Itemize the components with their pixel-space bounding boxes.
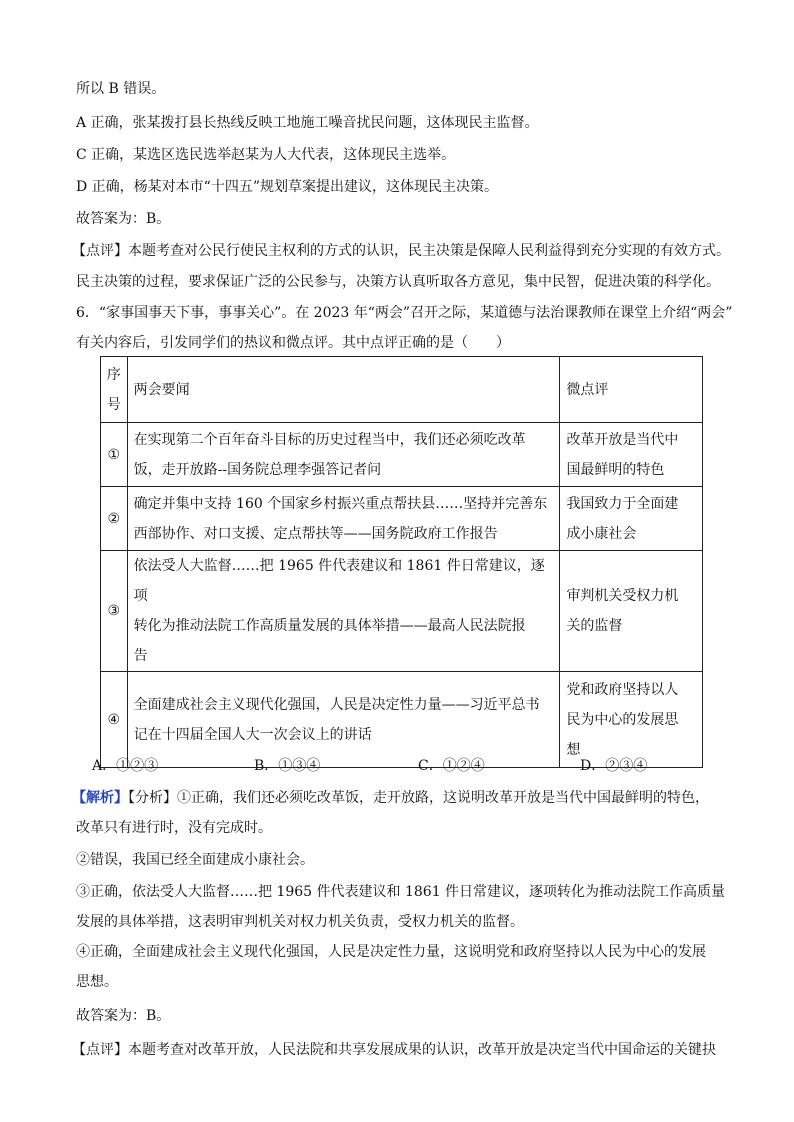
row-number: ② <box>101 487 128 551</box>
text-line: A 正确，张某拨打县长热线反映工地施工噪音扰民问题，这体现民主监督。 <box>76 115 539 131</box>
review-paragraph-line: 民主决策的过程，要求保证广泛的公民参与，决策方认真听取各方意见，集中民智，促进决策的科学化。 <box>76 274 720 290</box>
row-number: ① <box>101 423 128 487</box>
question-stem: 6．“家事国事天下事，事事关心”。在 2023 年“两会”召开之际，某道德与法治课教师在课堂上介绍“两会” <box>76 305 733 321</box>
answer-options <box>92 756 712 776</box>
review-text: 本题考查对改革开放，人民法院和共享发展成果的认识，改革开放是决定当代中国命运的关键抉 <box>128 1042 716 1058</box>
text-line: D 正确，杨某对本市“十四五”规划草案提出建议，这体现民主决策。 <box>76 179 498 195</box>
analysis-line <box>72 788 709 808</box>
option-c: C．①②④ <box>418 758 485 774</box>
row-news: 确定并集中支持 160 个国家乡村振兴重点帮扶县……坚持并完善东 西部协作、对口支援、定点帮扶等——国务院政府工作报告 <box>127 487 560 551</box>
table-row <box>101 672 703 768</box>
review-paragraph-line <box>72 241 730 261</box>
text-line: C 正确，某选区选民选举赵某为人大代表，这体现民主选举。 <box>76 147 456 163</box>
analysis-line: ③正确，依法受人大监督……把 1965 件代表建议和 1861 件日常建议，逐项转化为推动法院工作高质量 <box>76 884 726 900</box>
row-number: ④ <box>101 672 128 768</box>
analysis-text: ①正确，我们还必须吃改革饭，走开放路，这说明改革开放是当代中国最鲜明的特色， <box>177 790 709 806</box>
table-row <box>101 487 703 551</box>
table-header-row <box>101 357 703 423</box>
review-text: 本题考查对公民行使民主权利的方式的认识，民主决策是保障人民利益得到充分实现的有效方式。 <box>128 243 730 259</box>
option-d: D．②③④ <box>580 758 648 774</box>
analysis-line: ②错误，我国已经全面建成小康社会。 <box>76 852 314 868</box>
analysis-line: ④正确，全面建成社会主义现代化强国，人民是决定性力量，这说明党和政府坚持以人民为中心的发展 <box>76 944 706 960</box>
header-cell-comment: 微点评 <box>560 357 703 423</box>
table-row <box>101 423 703 487</box>
row-news: 全面建成社会主义现代化强国，人民是决定性力量——习近平总书 记在十四届全国人大一次会议上的讲话 <box>127 672 560 768</box>
row-news: 依法受人大监督……把 1965 件代表建议和 1861 件日常建议，逐项 转化为推动法院工作高质量发展的具体举措——最高人民法院报 告 <box>127 551 560 672</box>
analysis-line: 发展的具体举措，这表明审判机关对权力机关负责，受权力机关的监督。 <box>76 914 524 930</box>
news-comment-table <box>100 356 703 768</box>
answer-line: 故答案为：B。 <box>76 211 171 227</box>
analysis-tag: 【解析】 <box>72 790 128 806</box>
row-news: 在实现第二个百年奋斗目标的历史过程当中，我们还必须吃改革 饭，走开放路--国务院总理李强答记者问 <box>127 423 560 487</box>
review-tag: 【点评】 <box>72 1042 128 1058</box>
row-number: ③ <box>101 551 128 672</box>
answer-line: 故答案为：B。 <box>76 1008 171 1024</box>
analysis-line: 思想。 <box>76 974 118 990</box>
question-stem: 有关内容后，引发同学们的热议和微点评。其中点评正确的是（ ） <box>76 335 510 351</box>
table-row <box>101 551 703 672</box>
option-a: A．①②③ <box>92 758 159 774</box>
analysis-line: 改革只有进行时，没有完成时。 <box>76 820 272 836</box>
analysis-subtag: 【分析】 <box>128 790 177 806</box>
row-comment: 审判机关受权力机 关的监督 <box>560 551 703 672</box>
row-comment: 党和政府坚持以人 民为中心的发展思 想 <box>560 672 703 768</box>
header-cell-news: 两会要闻 <box>127 357 560 423</box>
option-b: B．①③④ <box>254 758 321 774</box>
header-cell-number: 序 号 <box>101 357 128 423</box>
row-comment: 我国致力于全面建 成小康社会 <box>560 487 703 551</box>
row-comment: 改革开放是当代中 国最鲜明的特色 <box>560 423 703 487</box>
text-line: 所以 B 错误。 <box>76 81 166 97</box>
review-tag: 【点评】 <box>72 243 128 259</box>
review-paragraph-line <box>72 1040 716 1060</box>
